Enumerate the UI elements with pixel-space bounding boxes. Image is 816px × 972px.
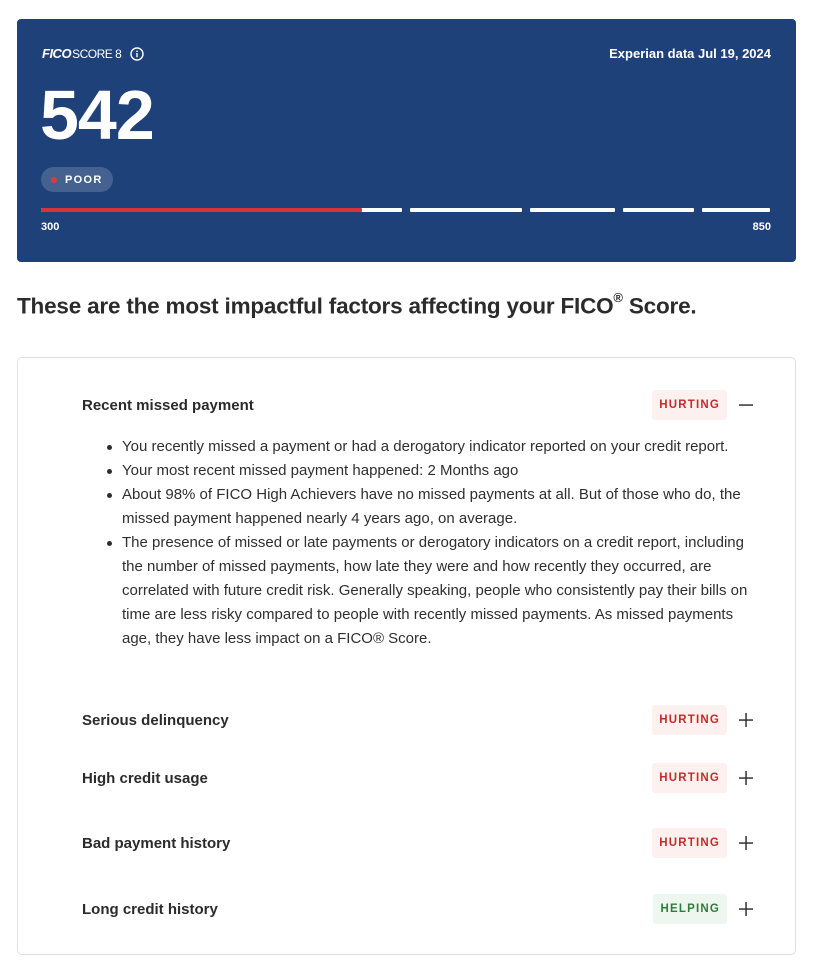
factor-title: Serious delinquency xyxy=(82,711,229,729)
scale-max-label: 850 xyxy=(752,221,771,233)
factor-title: Bad payment history xyxy=(82,834,231,852)
detail-item: You recently missed a payment or had a derogatory indicator reported on your credit report. xyxy=(104,435,764,459)
status-badge: HURTING xyxy=(652,390,727,420)
rating-badge xyxy=(41,167,113,192)
headline-suffix: Score. xyxy=(622,293,697,319)
brand-model: SCORE 8 xyxy=(72,47,122,61)
plus-icon[interactable] xyxy=(738,770,754,786)
plus-icon[interactable] xyxy=(738,712,754,728)
detail-item: About 98% of FICO High Achievers have no missed payments at all. But of those who do, the missed payment happened nearly 4 years ago, on average. xyxy=(104,483,764,531)
scale-segment-exceptional xyxy=(702,208,770,212)
score-progress-fill xyxy=(41,208,362,212)
factor-details-list xyxy=(104,435,764,651)
score-card xyxy=(17,19,796,262)
scale-segment-very-good xyxy=(623,208,694,212)
score-range-bar xyxy=(41,208,770,212)
factor-title: Recent missed payment xyxy=(82,396,254,414)
plus-icon[interactable] xyxy=(738,901,754,917)
headline-text: These are the most impactful factors affecting your FICO xyxy=(17,293,614,319)
scale-segment-good xyxy=(530,208,615,212)
data-as-of-date: Experian data Jul 19, 2024 xyxy=(609,46,771,61)
factors-card xyxy=(17,357,796,955)
plus-icon[interactable] xyxy=(738,835,754,851)
info-circle-icon[interactable] xyxy=(130,47,144,61)
fico-logo xyxy=(42,46,121,61)
scale-segment-poor xyxy=(41,208,402,212)
detail-item: The presence of missed or late payments or derogatory indicators on a credit report, including the number of missed payments, how late they were and how recently they occurred, are correlated with future credit risk. Generally speaking, people who consistently pay their bills on time are less risky compared to people with recently missed payments. As missed payments age, they have less impact on a FICO® Score. xyxy=(104,531,764,651)
minus-icon[interactable] xyxy=(738,397,754,413)
brand-name: FICO xyxy=(42,46,72,61)
registered-mark: ® xyxy=(613,290,623,305)
status-badge: HURTING xyxy=(652,763,727,793)
factor-title: High credit usage xyxy=(82,769,208,787)
factor-title: Long credit history xyxy=(82,900,218,918)
factors-headline xyxy=(17,290,697,320)
factor-row-serious-delinquency[interactable] xyxy=(82,705,754,735)
rating-dot-icon xyxy=(51,177,57,183)
detail-item: Your most recent missed payment happened: 2 Months ago xyxy=(104,459,764,483)
factor-row-bad-payment-history[interactable] xyxy=(82,828,754,858)
credit-score-value: 542 xyxy=(40,76,154,154)
factor-row-high-credit-usage[interactable] xyxy=(82,763,754,793)
scale-min-label: 300 xyxy=(41,221,60,233)
factor-row-long-credit-history[interactable] xyxy=(82,894,754,924)
score-brand xyxy=(42,46,144,61)
status-badge: HURTING xyxy=(652,828,727,858)
scale-segment-fair xyxy=(410,208,522,212)
factor-row-recent-missed-payment[interactable] xyxy=(82,390,754,420)
status-badge: HURTING xyxy=(652,705,727,735)
status-badge: HELPING xyxy=(653,894,727,924)
rating-label: POOR xyxy=(65,173,103,186)
